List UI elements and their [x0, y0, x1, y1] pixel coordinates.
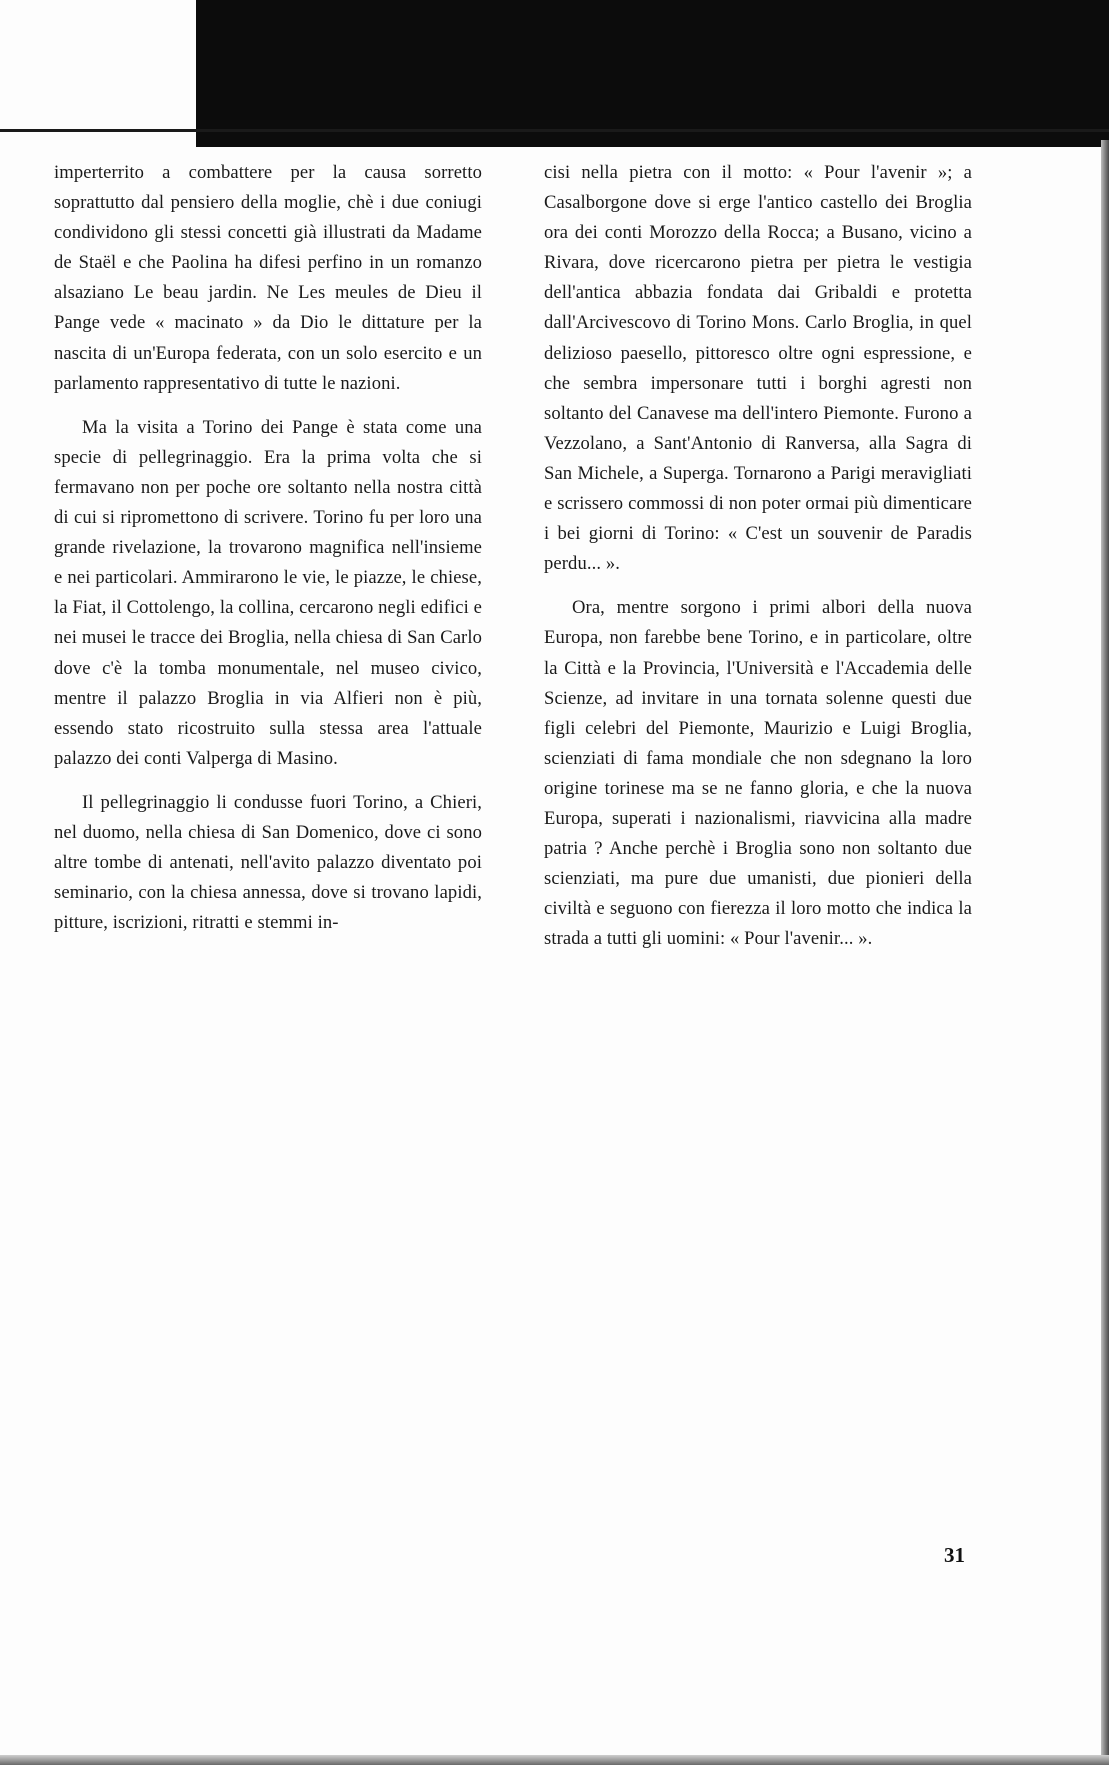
- paragraph: Ora, mentre sorgono i primi albori della nuova Europa, non farebbe bene Torino, e in particolare, oltre la Città e la Provincia, l'Università e l'Accademia delle Scienze, ad invitare in una tornata solenne questi due figli celebri del Piemonte, Maurizio e Luigi Broglia, scienziati di fama mondiale che non sdegnano la loro origine torinese ma se ne fanno gloria, e che la nuova Europa, superati i nazionalismi, riavvicina alla madre patria ? Anche perchè i Broglia sono non soltanto due scienziati, ma pure due umanisti, due pionieri della civiltà e seguono con fierezza il loro motto che indica la strada a tutti gli uomini: « Pour l'avenir... ».: [544, 597, 972, 950]
- paragraph: cisi nella pietra con il motto: « Pour l'avenir »; a Casalborgone dove si erge l'antico castello dei Broglia ora dei conti Morozzo della Rocca; a Busano, vicino a Rivara, dove ricercarono pietra per pietra le vestigia dell'antica abbazia fondata dai Gribaldi e protetta dall'Arcivescovo di Torino Mons. Carlo Broglia, in quel delizioso paesello, pittoresco oltre ogni espressione, e che sembra impersonare tutti i borghi agresti non soltanto del Canavese ma dell'intero Piemonte. Furono a Vezzolano, a Sant'Antonio di Ranversa, alla Sagra di San Michele, a Superga. Tornarono a Parigi meravigliati e scrissero commossi di non poter ormai più dimenticare i bei giorni di Torino: « C'est un souvenir de Paradis perdu... ».: [544, 162, 972, 575]
- paragraph: imperterrito a combattere per la causa sorretto soprattutto dal pensiero della moglie, chè i due coniugi condividono gli stessi concetti già illustrati da Madame de Staël e che Paolina ha difesi perfino in un romanzo alsaziano Le beau jardin. Ne Les meules de Dieu il Pange vede « macinato » da Dio le dittature per la nascita di un'Europa federata, con un solo esercito e un parlamento rappresentativo di tutte le nazioni.: [54, 162, 482, 394]
- top-rule: [0, 129, 1109, 132]
- top-black-band: [196, 0, 1109, 147]
- right-text-column: [544, 158, 972, 968]
- bottom-edge-shadow: [0, 1755, 1109, 1765]
- right-edge-shadow: [1101, 140, 1109, 1765]
- paragraph: Il pellegrinaggio li condusse fuori Torino, a Chieri, nel duomo, nella chiesa di San Domenico, dove ci sono altre tombe di antenati, nell'avito palazzo diventato poi seminario, con la chiesa annessa, dove si trovano lapidi, pitture, iscrizioni, ritratti e stemmi in-: [54, 791, 482, 934]
- left-text-column: [54, 158, 482, 952]
- paragraph: Ma la visita a Torino dei Pange è stata come una specie di pellegrinaggio. Era la prima volta che si fermavano non per poche ore soltanto nella nostra città di cui si ripromettono di scrivere. Torino fu per loro una grande rivelazione, la trovarono magnifica nell'insieme e nei particolari. Ammirarono le vie, le piazze, le chiese, la Fiat, il Cottolengo, la collina, cercarono negli edifici e nei musei le tracce dei Broglia, nella chiesa di San Carlo dove c'è la tomba monumentale, nel museo civico, mentre il palazzo Broglia in via Alfieri non è più, essendo stato ricostruito sulla stessa area l'attuale palazzo dei conti Valperga di Masino.: [54, 416, 482, 769]
- page-number: 31: [944, 1543, 965, 1567]
